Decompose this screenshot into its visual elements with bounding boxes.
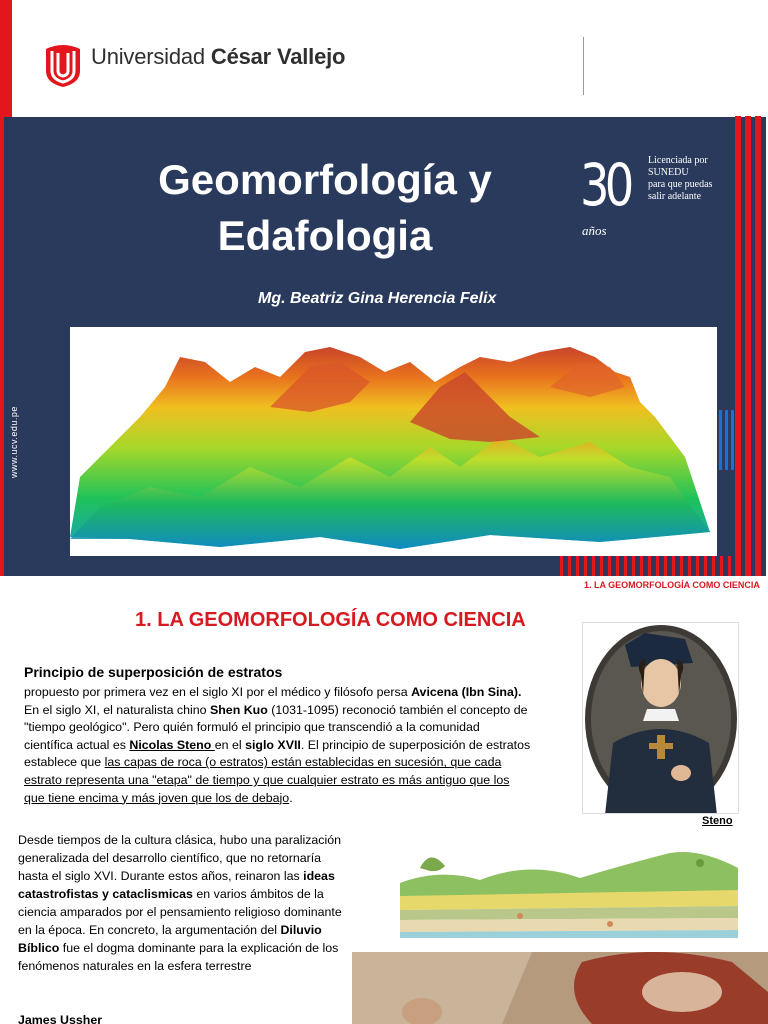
strata-illustration <box>400 838 738 938</box>
left-red-bar <box>0 0 12 117</box>
ussher-heading: James Ussher <box>18 1013 103 1024</box>
fresco-painting <box>352 952 768 1024</box>
history-paragraph: Desde tiempos de la cultura clásica, hubo una paralización generalizada del desarrollo científico, que no retornaría hasta el siglo XVI. Durante estos años, reinaron las ideas catastrofistas y cataclismicas en varios ámbitos de la ciencia amparados por el pensamiento religioso dominante en la época. En concreto, la argumentación del Diluvio Bíblico fue el dogma dominante para la explicación de los fenómenos naturales en la esfera terrestre <box>18 833 342 973</box>
title-line-2: Edafologia <box>217 212 433 259</box>
steno-portrait <box>582 622 739 814</box>
ucv-logo-icon <box>46 41 80 87</box>
badge-line-4: salir adelante <box>648 191 702 202</box>
university-name <box>91 44 345 70</box>
section-title: 1. LA GEOMORFOLOGÍA COMO CIENCIA <box>135 609 526 631</box>
terrain-icon <box>70 327 717 556</box>
title-line-1: Geomorfología y <box>158 156 492 203</box>
badge-line-2: SUNEDU <box>648 167 689 178</box>
terrain-relief-image <box>70 327 717 556</box>
portrait-icon <box>583 623 739 814</box>
author-name: Mg. Beatriz Gina Herencia Felix <box>258 290 497 307</box>
principle-heading: Principio de superposición de estratos <box>24 664 283 680</box>
principle-paragraph: propuesto por primera vez en el siglo XI por el médico y filósofo persa Avicena (Ibn Sina). En el siglo XI, el naturalista chino Shen Kuo (1031-1095) reconoció también el concepto de "tiempo geológico". Pero quién formuló el principio que transcendió a la comunidad científica actual es Nicolas Steno en el siglo XVII. El principio de superposición de estratos establece que las capas de roca (o estratos) están establecidas en sucesión, que cada estrato representa una "etapa" de tiempo y que cualquier estrato es más antiguo que los que tiene encima y más joven que los de debajo. <box>24 685 531 805</box>
brand-name: César Vallejo <box>210 44 346 69</box>
left-red-edge <box>0 117 4 576</box>
anniversary-number: 30 <box>580 151 630 219</box>
portrait-caption: Steno <box>702 815 733 827</box>
breadcrumb: 1. LA GEOMORFOLOGÍA COMO CIENCIA <box>584 580 760 590</box>
badge-line-1: Licenciada por <box>648 155 708 166</box>
anniversary-unit: años <box>582 223 607 238</box>
course-title <box>110 152 540 264</box>
blue-stripes <box>717 410 735 470</box>
website-url: www.ucv.edu.pe <box>9 406 19 478</box>
brand-prefix: Universidad <box>91 44 211 69</box>
bottom-stripes <box>560 556 735 576</box>
right-stripes <box>735 116 766 576</box>
badge-line-3: para que puedas <box>648 179 713 190</box>
anniversary-text <box>648 155 728 203</box>
header-divider <box>583 37 584 95</box>
